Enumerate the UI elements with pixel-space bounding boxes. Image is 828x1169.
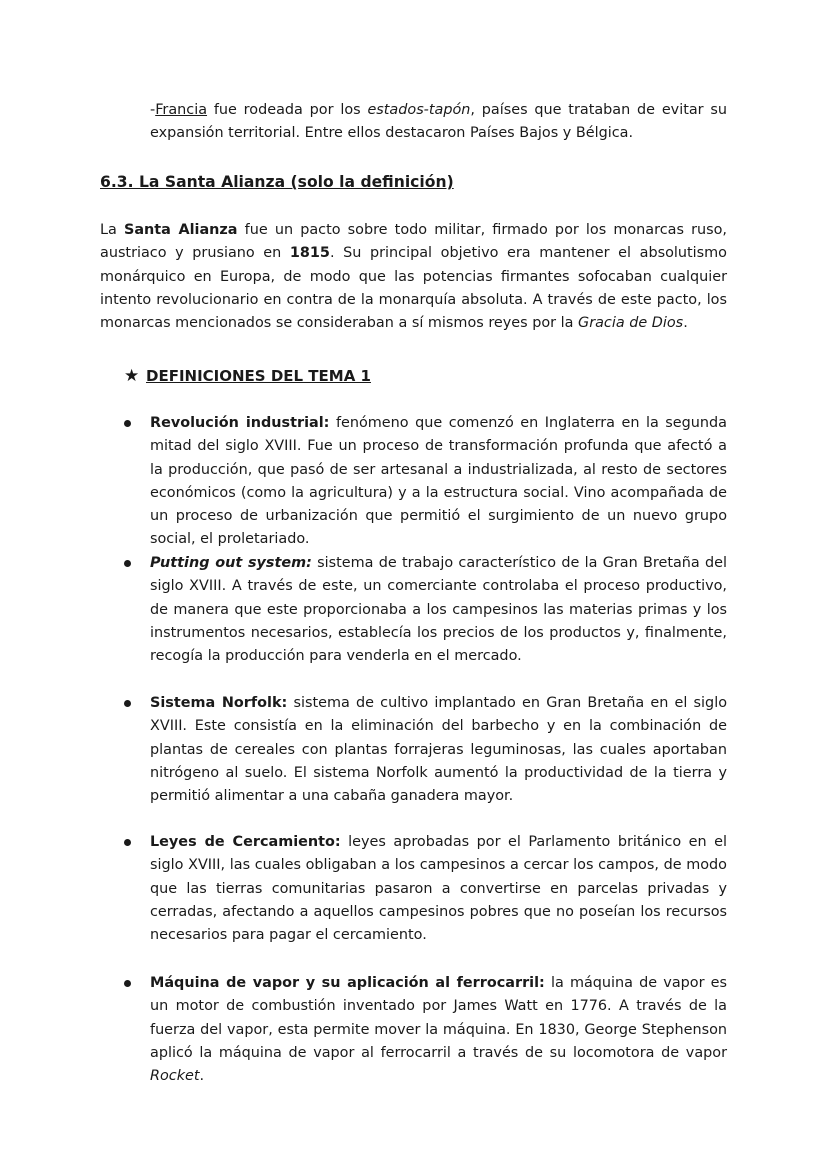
para-text-1: La (100, 222, 124, 238)
definition-body: fenómeno que comenzó en Inglaterra en la segunda mitad del siglo XVIII. Fue un proceso de transformación profunda que afectó a la producción, que pasó de ser artesanal a industrializada, al resto de sectores económicos (como la agricultura) y a la estructura social. Vino acompañada de un proceso de urbanización que permitió el surgimiento de un nuevo grupo social, el proletariado. (150, 415, 727, 548)
definitions-heading (124, 366, 371, 386)
intro-italic-term: estados-tapón (367, 102, 471, 118)
para-bold-1: Santa Alianza (123, 222, 238, 238)
intro-paragraph (150, 99, 727, 145)
definition-text (150, 552, 727, 668)
santa-alianza-paragraph (100, 219, 727, 335)
bullet-icon (124, 420, 131, 427)
definition-end: . (199, 1068, 205, 1085)
section-heading: 6.3. La Santa Alianza (solo la definición) (100, 173, 454, 191)
definition-body: sistema de trabajo característico de la Gran Bretaña del siglo XVIII. A través de este, un comerciante controlaba el proceso productivo, de manera que este proporcionaba a los campesinos las materias primas y los instrumentos necesarios, establecía los precios de los productos y, finalmente, recogía la producción para venderla en el mercado. (150, 555, 727, 665)
intro-country: Francia (155, 102, 208, 118)
definition-term: Máquina de vapor y su aplicación al ferrocarril: (150, 975, 545, 991)
definition-body: la máquina de vapor es un motor de combustión inventado por James Watt en 1776. A través de la fuerza del vapor, esta permite mover la máquina. En 1830, George Stephenson aplicó la máquina de vapor al ferrocarril a través de su locomotora de vapor (150, 975, 728, 1061)
para-text-4: . (683, 315, 688, 332)
definition-text (150, 831, 727, 947)
definition-term: Putting out system: (150, 555, 312, 571)
definition-term: Revolución industrial: (150, 415, 330, 431)
definition-term: Leyes de Cercamiento: (150, 834, 341, 850)
para-bold-2: 1815 (289, 245, 330, 262)
definition-text (150, 972, 727, 1088)
bullet-icon (124, 980, 131, 987)
intro-text-2: , países que trataban de evitar su expansión territorial. Entre ellos destacaron Países Bajos y Bélgica. (150, 102, 727, 141)
intro-dash: - (150, 102, 156, 118)
definition-body: leyes aprobadas por el Parlamento británico en el siglo XVIII, las cuales obligaban a los campesinos a cercar los campos, de modo que las tierras comunitarias pasaron a convertirse en parcelas privadas y cerradas, afectando a aquellos campesinos pobres que no poseían los recursos necesarios para pagar el cercamiento. (150, 834, 727, 944)
bullet-icon (124, 839, 131, 846)
definition-body: sistema de cultivo implantado en Gran Bretaña en el siglo XVIII. Este consistía en la eliminación del barbecho y en la combinación de plantas de cereales con plantas forrajeras leguminosas, las cuales aportaban nitrógeno al suelo. El sistema Norfolk aumentó la productividad de la tierra y permitió alimentar a una cabaña ganadera mayor. (150, 695, 727, 805)
definition-term: Sistema Norfolk: (150, 695, 288, 711)
para-text-2: fue un pacto sobre todo militar, firmado por los monarcas ruso, austriaco y prusiano en (100, 222, 727, 262)
para-italic-1: Gracia de Dios (578, 315, 684, 332)
bullet-icon (124, 700, 131, 707)
definition-text (150, 412, 727, 552)
star-icon: ★ (124, 366, 140, 386)
bullet-icon (124, 560, 131, 567)
intro-text-1: fue rodeada por los (207, 102, 368, 118)
definitions-heading-label: DEFINICIONES DEL TEMA 1 (146, 367, 371, 385)
definition-text (150, 692, 727, 808)
para-text-3: . Su principal objetivo era mantener el absolutismo monárquico en Europa, de modo que las potencias firmantes sofocaban cualquier intento revolucionario en contra de la monarquía absoluta. A través de este pacto, los monarcas mencionados se consideraban a sí mismos reyes por la (100, 245, 727, 332)
definition-italic: Rocket (150, 1068, 200, 1085)
